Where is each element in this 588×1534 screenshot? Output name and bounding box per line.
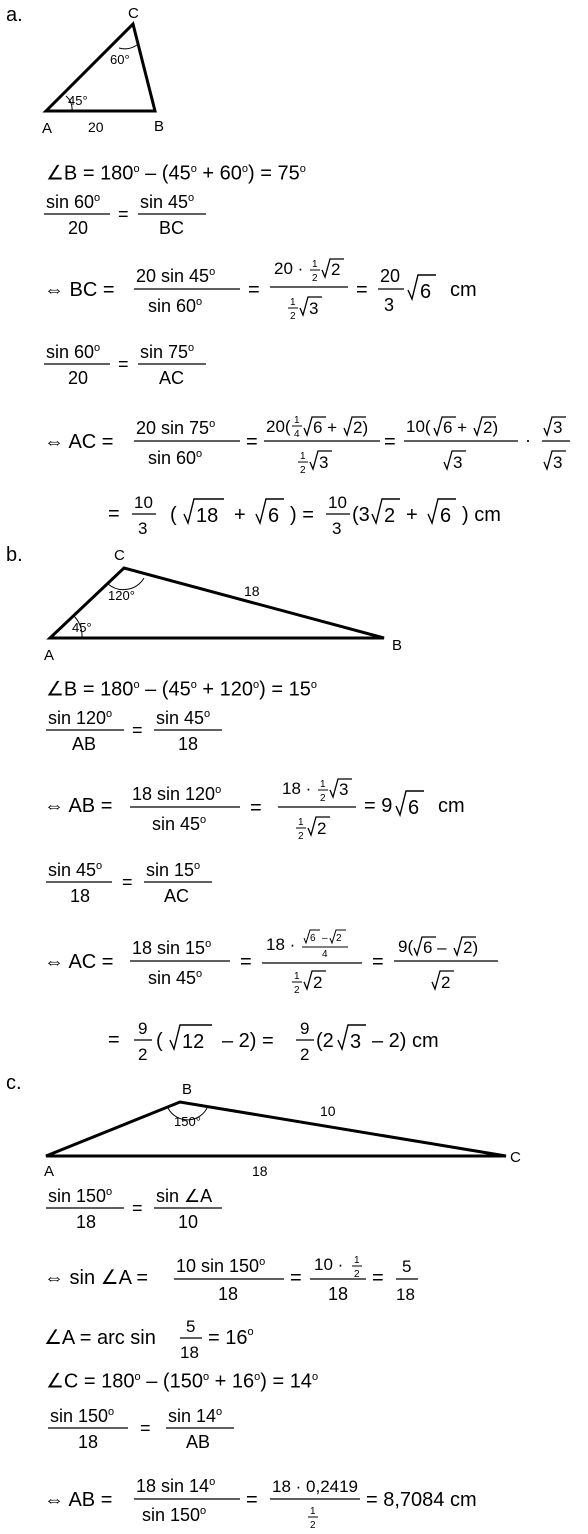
eq-b-4	[46, 858, 246, 908]
svg-text:sin 150o: sin 150$^o$	[142, 1505, 207, 1525]
triangle-b-figure	[0, 540, 588, 670]
vertex-a-label: A	[44, 1163, 55, 1180]
svg-text:18: 18	[396, 1285, 415, 1304]
svg-text:⇔ sin ∠A =: ⇔ sin ∠A =	[44, 1267, 149, 1289]
svg-text:3: 3	[339, 780, 349, 799]
svg-text:1: 1	[354, 1255, 360, 1266]
svg-text:– 2) cm: – 2) cm	[372, 1030, 439, 1052]
eq-b-3	[44, 774, 544, 844]
angle-c-label: 120°	[108, 588, 135, 603]
svg-text:=: =	[118, 204, 129, 224]
svg-text:5: 5	[186, 1317, 196, 1336]
svg-text:sin 45o: sin 45$^o$	[152, 814, 207, 834]
svg-text:=: =	[372, 1267, 384, 1289]
svg-text:2: 2	[300, 1045, 310, 1064]
svg-text:18: 18	[180, 1343, 199, 1362]
eq-b-6	[100, 1016, 480, 1068]
part-b-label: b.	[6, 544, 23, 566]
svg-text:3: 3	[319, 453, 329, 472]
svg-text:6: 6	[268, 505, 280, 527]
svg-text:3: 3	[553, 453, 563, 472]
svg-text:9: 9	[300, 1019, 310, 1038]
svg-text:sin 60o: sin 60$^o$	[148, 296, 203, 316]
svg-text:2: 2	[312, 273, 318, 284]
svg-text:1: 1	[312, 259, 318, 270]
triangle-b	[50, 568, 384, 638]
svg-text:=: =	[240, 951, 252, 973]
svg-text:–: –	[322, 933, 328, 944]
svg-text:10: 10	[178, 1212, 199, 1232]
svg-text:(: (	[156, 1030, 163, 1052]
svg-text:sin 150o: sin 150$^o$	[50, 1406, 115, 1426]
svg-text:=: =	[372, 951, 384, 973]
svg-text:⇔ AC =: ⇔ AC =	[44, 431, 114, 453]
svg-text:3: 3	[309, 299, 319, 318]
svg-text:2: 2	[300, 465, 306, 476]
svg-text:AC: AC	[164, 886, 190, 906]
svg-text:=: =	[108, 503, 120, 525]
svg-text:cm: cm	[438, 795, 465, 817]
eq-c-2	[44, 1252, 464, 1312]
svg-text:10 sin 150o: 10 sin 150$^o$	[176, 1256, 266, 1276]
svg-text:20: 20	[380, 266, 401, 286]
svg-text:=: =	[384, 431, 396, 453]
svg-text:cm: cm	[450, 279, 477, 301]
svg-text:18: 18	[70, 886, 91, 906]
svg-text:=: =	[118, 354, 129, 374]
svg-text:2): 2)	[483, 418, 499, 437]
side-cb-label: 18	[244, 583, 260, 599]
svg-text:3: 3	[553, 418, 563, 437]
svg-text:sin 75o: sin 75$^o$	[140, 342, 195, 362]
svg-text:6: 6	[440, 505, 452, 527]
svg-text:18: 18	[218, 1284, 239, 1304]
svg-text:18 ·: 18 ·	[266, 935, 296, 954]
svg-text:4: 4	[294, 429, 300, 440]
part-a-label: a.	[6, 4, 23, 26]
vertex-b-label: B	[182, 1081, 193, 1098]
svg-text:3: 3	[332, 519, 342, 538]
svg-text:= 16o: = $16^o$	[208, 1326, 254, 1349]
eq-c-5	[48, 1404, 268, 1454]
svg-text:2: 2	[354, 1269, 360, 1280]
eq-a-2	[44, 190, 244, 240]
eq-a-3	[44, 256, 544, 326]
svg-text:sin 60o: sin 60$^o$	[46, 342, 101, 362]
svg-text:6: 6	[420, 281, 432, 303]
svg-text:2: 2	[331, 260, 341, 279]
svg-text:=: =	[290, 1267, 302, 1289]
svg-text:20: 20	[68, 218, 89, 238]
svg-text:20 sin 75o: 20 sin 75$^o$	[136, 418, 216, 438]
svg-text:18: 18	[178, 734, 199, 754]
svg-text:sin 14o: sin 14$^o$	[168, 1406, 223, 1426]
svg-text:·: ·	[525, 430, 531, 450]
vertex-c-label: C	[510, 1149, 521, 1166]
svg-text:=: =	[132, 720, 143, 740]
svg-text:20 sin 45o: 20 sin 45$^o$	[136, 266, 216, 286]
eq-b-5	[44, 926, 564, 998]
side-ac-label: 18	[252, 1163, 268, 1179]
svg-text:18 sin 14o: 18 sin 14$^o$	[136, 1476, 216, 1496]
eq-a-1: ∠B = $180^o - (45^o + 60^o) = 75^o$	[46, 162, 306, 185]
svg-text:18 ·: 18 ·	[282, 779, 312, 798]
angle-b-label: 150°	[174, 1114, 201, 1129]
eq-c-6	[44, 1470, 554, 1532]
svg-text:2: 2	[317, 819, 327, 838]
svg-text:1: 1	[320, 779, 326, 790]
svg-text:2: 2	[320, 793, 326, 804]
svg-text:1: 1	[310, 1506, 316, 1517]
angle-a-label: 45°	[72, 620, 92, 635]
svg-text:18 · 0,2419: 18 · 0,2419	[272, 1477, 359, 1496]
svg-text:1: 1	[290, 297, 296, 308]
svg-text:2: 2	[336, 933, 342, 944]
svg-text:sin 45o: sin 45$^o$	[148, 968, 203, 988]
svg-text:4: 4	[322, 949, 328, 960]
svg-text:sin ∠A: sin ∠A	[156, 1186, 213, 1206]
svg-text:=: =	[250, 797, 262, 819]
vertex-b-label: B	[392, 637, 403, 654]
svg-text:BC: BC	[159, 218, 185, 238]
triangle-c-figure	[0, 1070, 588, 1182]
svg-text:18: 18	[78, 1432, 99, 1452]
svg-text:=: =	[246, 1489, 258, 1511]
svg-text:⇔ AB =: ⇔ AB =	[44, 795, 113, 817]
svg-text:sin 45o: sin 45$^o$	[156, 708, 211, 728]
side-ab-label: 20	[88, 119, 104, 135]
svg-text:2: 2	[313, 973, 323, 992]
vertex-a-label: A	[42, 120, 53, 137]
svg-text:20 ·: 20 ·	[274, 259, 304, 278]
svg-text:) =: ) =	[290, 504, 314, 526]
triangle-c	[46, 1102, 506, 1156]
triangle-a	[46, 24, 155, 111]
eq-a-5	[44, 408, 584, 478]
svg-text:18: 18	[76, 1212, 97, 1232]
svg-text:= 9: = 9	[364, 795, 393, 817]
eq-c-3	[44, 1314, 344, 1364]
svg-text:+: +	[234, 504, 246, 526]
vertex-c-label: C	[128, 5, 139, 22]
svg-text:20: 20	[68, 368, 89, 388]
vertex-a-label: A	[44, 647, 55, 664]
svg-text:2: 2	[138, 1045, 148, 1064]
svg-text:=: =	[108, 1029, 120, 1051]
svg-text:20(: 20(	[266, 417, 291, 436]
eq-a-6	[100, 490, 540, 542]
svg-text:10(: 10(	[406, 417, 431, 436]
angle-a-label: 45°	[68, 93, 88, 108]
svg-text:5: 5	[402, 1257, 412, 1276]
svg-text:sin 60o: sin 60$^o$	[46, 192, 101, 212]
svg-text:2: 2	[298, 831, 304, 842]
svg-text:(2: (2	[316, 1030, 334, 1052]
angle-c-label: 60°	[110, 52, 130, 67]
svg-text:1: 1	[298, 817, 304, 828]
svg-text:6 +: 6 +	[443, 418, 468, 437]
svg-text:3: 3	[138, 519, 148, 538]
svg-text:=: =	[248, 279, 260, 301]
svg-text:sin 60o: sin 60$^o$	[148, 448, 203, 468]
svg-text:18 sin 120o: 18 sin 120$^o$	[132, 784, 222, 804]
angle-c-arc	[119, 45, 137, 49]
vertex-c-label: C	[114, 547, 125, 564]
svg-text:3: 3	[384, 295, 395, 315]
svg-text:6: 6	[310, 933, 316, 944]
svg-text:AB: AB	[186, 1432, 211, 1452]
svg-text:=: =	[246, 431, 258, 453]
svg-text:=: =	[132, 1198, 143, 1218]
svg-text:=: =	[122, 872, 133, 892]
svg-text:18: 18	[328, 1284, 349, 1304]
svg-text:sin 150o: sin 150$^o$	[48, 1186, 113, 1206]
svg-text:∠A = arc sin: ∠A = arc sin	[44, 1327, 156, 1349]
svg-text:6 +: 6 +	[313, 418, 338, 437]
svg-text:2: 2	[294, 985, 300, 996]
svg-text:3: 3	[350, 1031, 362, 1053]
svg-text:2: 2	[384, 505, 396, 527]
svg-text:9: 9	[138, 1019, 148, 1038]
svg-text:(3: (3	[352, 504, 370, 526]
svg-text:AC: AC	[159, 368, 185, 388]
svg-text:2): 2)	[353, 418, 369, 437]
part-c-label: c.	[6, 1072, 22, 1094]
svg-text:sin 45o: sin 45$^o$	[140, 192, 195, 212]
svg-text:1: 1	[294, 971, 300, 982]
svg-text:sin 45o: sin 45$^o$	[48, 860, 103, 880]
svg-text:(: (	[170, 504, 177, 526]
svg-text:1: 1	[300, 451, 306, 462]
svg-text:= 8,7084 cm: = 8,7084 cm	[366, 1489, 477, 1511]
svg-text:6 –: 6 –	[423, 938, 447, 957]
eq-a-4	[44, 340, 244, 390]
svg-text:10: 10	[134, 493, 153, 512]
svg-text:3: 3	[453, 453, 463, 472]
svg-text:12: 12	[182, 1031, 205, 1053]
svg-text:18: 18	[196, 505, 219, 527]
eq-b-1: ∠B = $180^o - (45^o + 120^o) = 15^o$	[46, 678, 317, 701]
svg-text:+: +	[406, 504, 418, 526]
svg-text:2: 2	[290, 311, 296, 322]
svg-text:10 ·: 10 ·	[314, 1255, 344, 1274]
svg-text:2: 2	[441, 973, 451, 992]
svg-text:6: 6	[408, 797, 420, 819]
svg-text:18 sin 15o: 18 sin 15$^o$	[132, 938, 212, 958]
svg-text:– 2) =: – 2) =	[222, 1030, 274, 1052]
vertex-b-label: B	[154, 118, 165, 135]
svg-text:AB: AB	[72, 734, 97, 754]
side-bc-label: 10	[320, 1103, 336, 1119]
triangle-a-figure	[0, 0, 588, 140]
svg-text:⇔ AB =: ⇔ AB =	[44, 1489, 113, 1511]
eq-b-2	[46, 706, 266, 756]
svg-text:=: =	[356, 279, 368, 301]
svg-text:2: 2	[310, 1520, 316, 1531]
svg-text:) cm: ) cm	[462, 504, 501, 526]
svg-text:⇔ AC =: ⇔ AC =	[44, 951, 114, 973]
svg-text:9(: 9(	[398, 937, 414, 956]
svg-text:2): 2)	[463, 938, 479, 957]
svg-text:=: =	[140, 1418, 151, 1438]
svg-text:sin 15o: sin 15$^o$	[146, 860, 201, 880]
eq-c-4: ∠C = $180^o - (150^o + 16^o) = 14^o$	[46, 1370, 319, 1393]
svg-text:1: 1	[294, 415, 300, 426]
eq-c-1	[46, 1184, 266, 1234]
svg-text:sin 120o: sin 120$^o$	[48, 708, 113, 728]
svg-text:⇔ BC =: ⇔ BC =	[44, 279, 115, 301]
svg-text:10: 10	[328, 493, 347, 512]
